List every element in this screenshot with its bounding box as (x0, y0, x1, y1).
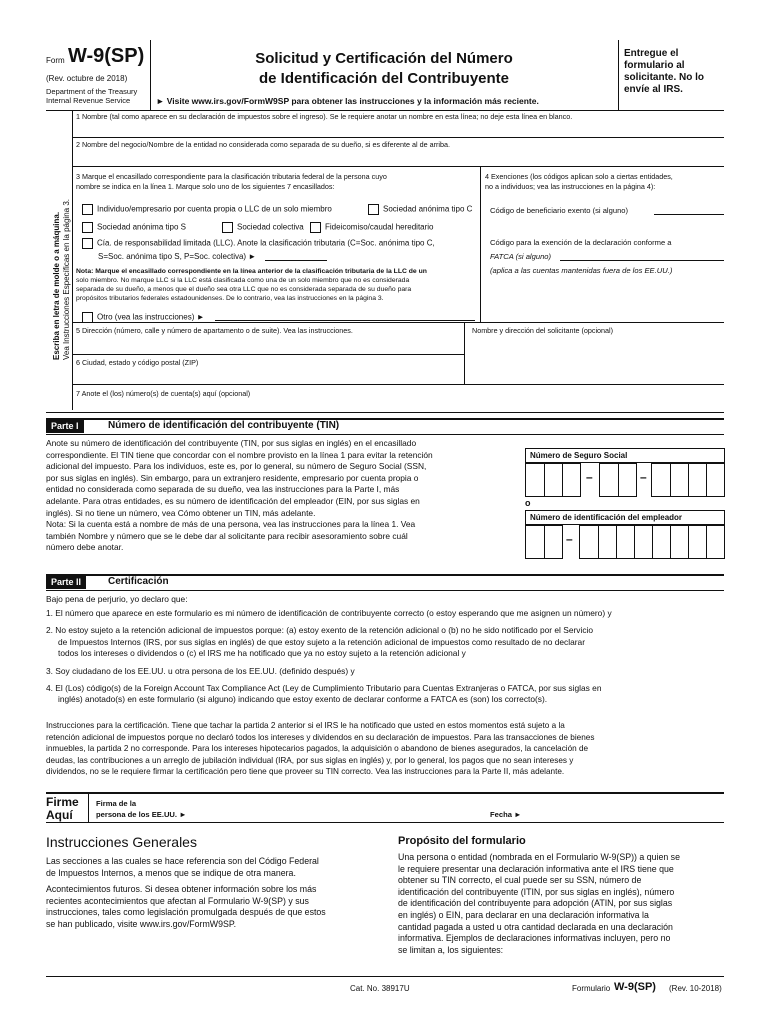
purpose-line: identificación del contribuyente (ITIN, por sus siglas en inglés), número (398, 886, 675, 897)
line-5-label: 5 Dirección (número, calle y número de apartamento o de suite). Vea las instrucciones. (76, 326, 353, 335)
form-name: W-9(SP) (68, 45, 145, 67)
part-1-text (46, 438, 516, 554)
part-1-line: también Nombre y número que se le debe dar al solicitante para recibir asesoramiento sobre cuál (46, 530, 408, 541)
purpose-text (398, 852, 728, 956)
requester-input[interactable] (470, 336, 724, 382)
cert-line: 1. El número que aparece en este formulario es mi número de identificación de contribuyente correcto (o estoy esperando que me asignen un número) y (46, 608, 612, 618)
cert-instr-line: dividendos, no se le requiere firmar la certificación pero tiene que proveer su TIN correcto. Vea las instrucciones para la Parte II, más adelante. (46, 767, 565, 777)
part-1-line: inglés). Si no tiene un número, vea Cómo obtener un TIN, más adelante. (46, 507, 316, 518)
checkbox-partnership[interactable] (222, 222, 233, 233)
general-instructions-title: Instrucciones Generales (46, 834, 197, 850)
part-1-line: Nota: Si la cuenta está a nombre de más de una persona, vea las instrucciones para la línea 1. Vea (46, 519, 416, 530)
option-llc-label: Cía. de responsabilidad limitada (LLC). Anote la clasificación tributaria (C=Soc. anónima tipo C, (97, 238, 435, 248)
cert-item-1 (46, 608, 726, 619)
option-s-corp-label: Sociedad anónima tipo S (97, 222, 186, 232)
option-trust[interactable] (310, 222, 434, 233)
cert-line: de Impuestos Internos (IRS, por sus siglas en inglés) de que estoy sujeto a la retención adicional de impuestos como resultado de no declarar (58, 636, 585, 647)
address-input[interactable] (76, 336, 460, 352)
general-line: instrucciones, tales como legislación promulgada después de que estos (46, 907, 326, 918)
part-1-line: correspondiente. El TIN tiene que concordar con el nombre provisto en la línea 1 para evitar la retención (46, 449, 433, 460)
form-word: Form (46, 56, 65, 65)
llc-classification-input[interactable] (265, 260, 327, 261)
nota-4: propósitos tributarios federales estadounidenses. De lo contrario, vea las instrucciones en la página 3. (76, 295, 384, 302)
nota-1: Nota: Marque el encasillado correspondiente en la línea anterior de la clasificación tributaria de la LLC de un (76, 268, 427, 275)
checkbox-llc[interactable] (82, 238, 93, 249)
ein-dash: – (566, 532, 573, 546)
option-trust-label: Fideicomiso/caudal hereditario (325, 222, 434, 232)
cert-line: 3. Soy ciudadano de los EE.UU. u otra persona de los EE.UU. (definido después) y (46, 665, 355, 676)
checkbox-trust[interactable] (310, 222, 321, 233)
side-label-2: Vea Instrucciones Específicas en la página 3. (62, 199, 71, 360)
requester-label: Nombre y dirección del solicitante (opcional) (472, 326, 614, 335)
part-1-line: adelante. Para otras entidades, es su número de identificación del empleador (EIN, por sus siglas en (46, 495, 420, 506)
line-4-label-b: no a individuos; vea las instrucciones en la página 4): (485, 182, 656, 191)
cert-instr-line: deudas, las contribuciones a un arreglo de jubilación individual (IRA, por sus siglas en inglés) y, por lo general, los pagos que no sean intereses y (46, 755, 574, 765)
sign-here-2: Aquí (46, 808, 73, 822)
fatca-note: (aplica a las cuentas mantenidas fuera de los EE.UU.) (490, 266, 673, 275)
cert-items (46, 608, 726, 712)
line-1-label: 1 Nombre (tal como aparece en su declaración de impuestos sobre el ingreso). Se le requiere anotar un nombre en esta línea; no deje esta línea en blanco. (76, 112, 573, 121)
option-partnership-label: Sociedad colectiva (237, 222, 304, 232)
account-input[interactable] (76, 398, 724, 410)
catalog-number: Cat. No. 38917U (350, 984, 410, 993)
side-label (52, 140, 72, 360)
part-2-intro: Bajo pena de perjurio, yo declaro que: (46, 594, 188, 604)
signature-input[interactable] (210, 800, 490, 820)
cert-item-4 (46, 683, 726, 706)
cert-line: inglés) anotado(s) en este formulario (si alguno) indicando que estoy exento de declarar conforme a FATCA es (son) los correcto(s). (58, 694, 548, 705)
option-s-corp[interactable] (82, 222, 186, 233)
dept-treasury: Department of the Treasury (46, 87, 138, 96)
ein-group-1[interactable] (525, 525, 563, 559)
part-1-line: por sus siglas en inglés). Sin embargo, para un extranjero residente, empresario por cuenta propia o (46, 472, 419, 483)
checkbox-individual[interactable] (82, 204, 93, 215)
form-title-2: de Identificación del Contribuyente (258, 70, 510, 87)
footer-form-word: Formulario (572, 984, 611, 993)
purpose-line: obtener su TIN correcto, el cual puede ser su SSN, número de (398, 875, 642, 886)
part-2-title: Certificación (108, 576, 169, 587)
general-line: se han publicado, visite www.irs.gov/FormW9SP. (46, 918, 237, 929)
cert-instr-line: retención adicional de impuestos porque no declaró todos los intereses y dividendos en su declaración de impuestos. Para las transacciones de bienes (46, 732, 595, 742)
side-label-1: Escriba en letra de molde o a máquina. (52, 211, 61, 360)
cert-line: 2. No estoy sujeto a la retención adicional de impuestos porque: (a) estoy exento de la retención adicional o (b) no he sido notificado por el Servicio (46, 625, 594, 636)
checkbox-c-corp[interactable] (368, 204, 379, 215)
city-input[interactable] (76, 368, 460, 382)
ein-label-box (525, 510, 725, 525)
part-2-label: Parte II (46, 575, 86, 589)
purpose-line: cantidad pagada a usted u otra cantidad declarada en una declaración (398, 921, 673, 932)
signature-label-1: Firma de la (96, 799, 137, 808)
ein-group-2[interactable] (579, 525, 725, 559)
exempt-payee-label: Código de beneficiario exento (si alguno) (490, 206, 629, 215)
general-line: Las secciones a las cuales se hace referencia son del Código Federal (46, 856, 319, 866)
line-3-label-b: nombre se indica en la línea 1. Marque solo uno de los siguientes 7 encasillados: (76, 182, 335, 191)
exempt-payee-input[interactable] (654, 214, 724, 215)
cert-instr-line: Instrucciones para la certificación. Tiene que tachar la partida 2 anterior si el IRS le ha notificado que usted en estos momentos está sujeto a la (46, 721, 565, 730)
part-1-title: Número de identificación del contribuyente (TIN) (108, 420, 340, 431)
purpose-line: en inglés) o EIN, para declarar en una declaración informativa la (398, 909, 649, 920)
line-7-label: 7 Anote el (los) número(s) de cuenta(s) aquí (opcional) (76, 389, 251, 398)
ein-label: Número de identificación del empleador (530, 513, 683, 522)
purpose-line: de identificación del contribuyente para adopción (ATIN, por sus siglas (398, 898, 673, 909)
option-individual[interactable] (82, 204, 332, 215)
nota-2: solo miembro. No marque LLC si la LLC está clasificada como una de un solo miembro que no es considerada (76, 277, 410, 284)
instructions-line: ► Visite www.irs.gov/FormW9SP para obtener las instrucciones y la información más reciente. (156, 96, 539, 106)
option-other-label: Otro (vea las instrucciones) ► (97, 312, 205, 322)
purpose-line: le requiere presentar una declaración informativa ante el IRS tiene que (398, 863, 674, 874)
purpose-line: informativa. Ejemplos de declaraciones informativas incluyen, pero no (398, 933, 671, 944)
nota-3: separada de su dueño, a menos que el dueño sea otra LLC que no es considerada separada de su dueño para (76, 286, 412, 293)
signature-label-2: persona de los EE.UU. ► (96, 810, 187, 819)
option-partnership[interactable] (222, 222, 304, 233)
purpose-line: se limitan a, los siguientes: (398, 944, 504, 955)
cert-item-3 (46, 666, 726, 677)
footer-rev: (Rev. 10-2018) (669, 984, 722, 993)
ssn-group-3[interactable] (651, 463, 725, 497)
cert-instructions (46, 720, 726, 778)
option-llc[interactable] (82, 238, 435, 249)
part-1-line: entidad no considerada como separada de su dueño, vea las instrucciones para la Parte I, más (46, 484, 400, 495)
purpose-title: Propósito del formulario (398, 835, 526, 847)
line-2-label: 2 Nombre del negocio/Nombre de la entidad no considerada como separada de su dueño, si es diferente al de arriba. (76, 140, 450, 149)
purpose-line: Una persona o entidad (nombrada en el Formulario W-9(SP)) a quien se (398, 852, 680, 862)
option-c-corp-label: Sociedad anónima tipo C (383, 204, 473, 214)
footer-form-name: W-9(SP) (614, 981, 656, 993)
name-input[interactable] (76, 122, 724, 136)
fatca-label-a: Código para la exención de la declaración conforme a (490, 238, 672, 247)
line-6-label: 6 Ciudad, estado y código postal (ZIP) (76, 358, 199, 367)
fatca-input[interactable] (560, 260, 724, 261)
revision: (Rev. octubre de 2018) (46, 74, 128, 83)
cert-instr-line: inmuebles, la partida 2 no corresponde. Para los intereses hipotecarios pagados, la adquisición o abandono de bienes asegurados, la cancelación de (46, 744, 589, 754)
ssn-dash-2: – (640, 470, 647, 484)
general-p1 (46, 856, 376, 879)
general-line: recientes acontecimientos que afectan al Formulario W-9(SP) y sus (46, 895, 309, 906)
part-1-line: adicional del impuesto. Para los individuos, este es, por lo general, su número de Seguro Social (SSN, (46, 461, 427, 472)
cert-line: 4. El (Los) código(s) de la Foreign Account Tax Compliance Act (Ley de Cumplimiento Tributario para Cuentas Extranjeras o FATCA, por sus siglas en (46, 683, 602, 694)
line-3-label-a: 3 Marque el encasillado correspondiente para la clasificación tributaria federal de la persona cuyo (76, 172, 387, 181)
cert-item-2 (46, 625, 726, 659)
ssn-group-1[interactable] (525, 463, 581, 497)
option-llc-label-b: S=Soc. anónima tipo S, P=Soc. colectiva) ► (98, 252, 257, 261)
general-line: Acontecimientos futuros. Si desea obtener información sobre los más (46, 884, 317, 894)
part-1-line: Anote su número de identificación del contribuyente (TIN, por sus siglas en inglés) en el encasillado (46, 438, 417, 448)
form-header (46, 40, 724, 110)
business-name-input[interactable] (76, 150, 724, 164)
ssn-group-2[interactable] (599, 463, 637, 497)
other-input[interactable] (215, 320, 475, 321)
ssn-label-box (525, 448, 725, 463)
part-1-line: número debe anotar. (46, 542, 124, 553)
checkbox-s-corp[interactable] (82, 222, 93, 233)
option-c-corp[interactable] (368, 204, 472, 215)
date-label: Fecha ► (490, 810, 522, 819)
sign-here-1: Firme (46, 795, 79, 809)
dept-irs: Internal Revenue Service (46, 96, 131, 105)
ssn-dash-1: – (586, 470, 593, 484)
part-1-label: Parte I (46, 419, 84, 433)
general-line: de Impuestos Internos, a menos que se indique de otra manera. (46, 867, 296, 878)
or-label: o (525, 498, 531, 508)
general-p2 (46, 884, 376, 930)
line-4-label-a: 4 Exenciones (los códigos aplican solo a ciertas entidades, (485, 172, 673, 181)
give-form-note: Entregue el formulario al solicitante. No lo envíe al IRS. (624, 48, 705, 95)
ssn-label: Número de Seguro Social (530, 451, 628, 460)
fatca-label-b: FATCA (si alguno) (490, 252, 552, 261)
cert-line: todos los intereses o dividendos o (c) el IRS me ha notificado que ya no estoy sujeto a la retención adicional y (58, 648, 466, 659)
form-title-1: Solicitud y Certificación del Número (255, 50, 513, 67)
date-input[interactable] (525, 804, 723, 820)
option-individual-label: Individuo/empresario por cuenta propia o LLC de un solo miembro (97, 204, 332, 214)
